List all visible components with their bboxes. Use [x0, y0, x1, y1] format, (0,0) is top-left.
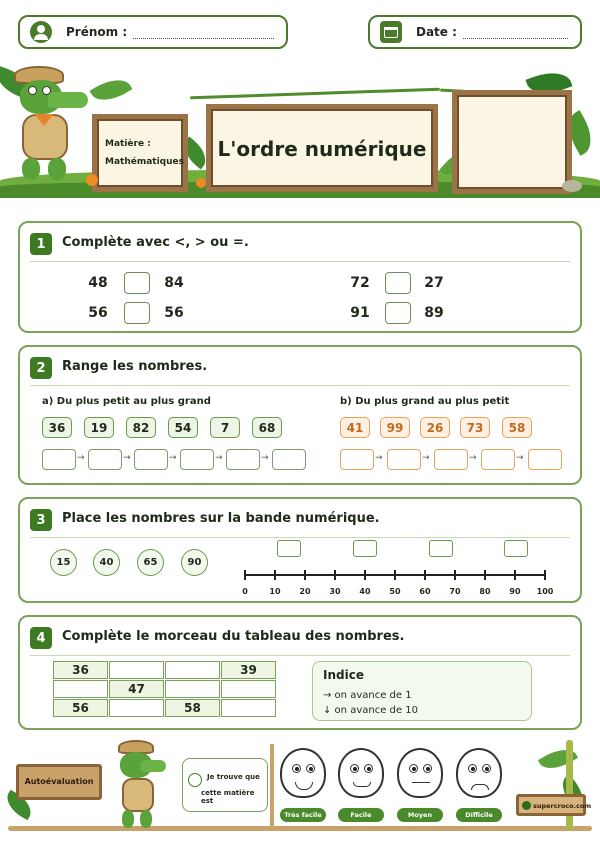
hint-title: Indice [323, 668, 364, 682]
level-label: Moyen [397, 808, 443, 822]
tick-label: 10 [269, 587, 281, 596]
flower-icon [196, 178, 206, 188]
number-chip: 58 [502, 417, 532, 438]
arrow-right-icon: → [215, 453, 223, 463]
answer-slot[interactable] [528, 449, 562, 470]
hint-line: ↓ on avance de 10 [323, 705, 418, 716]
number-chip: 36 [42, 417, 72, 438]
compare-right-number: 27 [424, 275, 444, 291]
grid-cell: 39 [221, 661, 276, 679]
grid-cell-empty[interactable] [53, 680, 108, 698]
grid-cell: 47 [109, 680, 164, 698]
tick-mark [334, 570, 336, 580]
very-easy-face-icon[interactable] [280, 748, 326, 798]
grid-cell: 36 [53, 661, 108, 679]
divider [30, 537, 570, 538]
grid-cell: 58 [165, 699, 220, 717]
number-chip: 19 [84, 417, 114, 438]
subject-label: Matière : [105, 139, 151, 149]
jungle-banner [0, 62, 600, 202]
user-icon [30, 21, 52, 43]
footer [0, 736, 600, 848]
exercise-title: Complète avec <, > ou =. [62, 235, 249, 250]
bamboo-bar [270, 744, 274, 826]
grid-cell-empty[interactable] [165, 661, 220, 679]
prenom-dotted-line [133, 33, 274, 39]
tick-mark [274, 570, 276, 580]
answer-slot[interactable] [340, 449, 374, 470]
placement-box[interactable] [277, 540, 301, 557]
title-sign [206, 104, 438, 192]
placement-box[interactable] [353, 540, 377, 557]
exercise-4 [18, 615, 582, 730]
exercise-number: 1 [30, 233, 52, 255]
hint-line: → on avance de 1 [323, 690, 412, 701]
number-chip: 7 [210, 417, 240, 438]
number-circle: 40 [93, 549, 120, 576]
crocodile-mascot [110, 740, 168, 832]
tick-mark [514, 570, 516, 580]
tick-label: 30 [329, 587, 341, 596]
number-chip: 73 [460, 417, 490, 438]
arrow-right-icon: → [169, 453, 177, 463]
medium-face-icon[interactable] [397, 748, 443, 798]
bamboo-bar [8, 826, 592, 831]
compare-answer-box[interactable] [124, 272, 150, 294]
statement-line: Je trouve que [207, 773, 260, 781]
date-dotted-line [463, 33, 568, 39]
arrow-right-icon: → [77, 453, 85, 463]
compare-answer-box[interactable] [124, 302, 150, 324]
subtask-a-label: a) Du plus petit au plus grand [42, 396, 211, 407]
answer-slot[interactable] [387, 449, 421, 470]
compare-left-number: 56 [88, 305, 108, 321]
arrow-right-icon: → [516, 453, 524, 463]
date-field[interactable] [368, 15, 582, 49]
placement-box[interactable] [429, 540, 453, 557]
tick-mark [454, 570, 456, 580]
compare-answer-box[interactable] [385, 272, 411, 294]
blank-sign [452, 90, 572, 194]
grid-cell-empty[interactable] [221, 680, 276, 698]
tick-mark [424, 570, 426, 580]
flower-icon [86, 174, 98, 186]
exercise-number: 2 [30, 357, 52, 379]
tick-label: 20 [299, 587, 311, 596]
crocodile-mascot [8, 66, 90, 186]
number-circle: 65 [137, 549, 164, 576]
hint-box [312, 661, 532, 721]
subject-sign [92, 114, 188, 192]
tick-mark [304, 570, 306, 580]
exercise-1 [18, 221, 582, 333]
answer-slot[interactable] [434, 449, 468, 470]
arrow-right-icon: → [375, 453, 383, 463]
calendar-icon [380, 21, 402, 43]
exercise-number: 4 [30, 627, 52, 649]
tick-mark [484, 570, 486, 580]
divider [30, 655, 570, 656]
bamboo-stalk [566, 740, 573, 830]
subtask-b-label: b) Du plus grand au plus petit [340, 396, 510, 407]
level-label: Facile [338, 808, 384, 822]
answer-slot[interactable] [42, 449, 76, 470]
leaf-icon [90, 72, 133, 108]
pencil-icon [188, 773, 202, 787]
grid-cell-empty[interactable] [165, 680, 220, 698]
tick-mark [364, 570, 366, 580]
grid-cell-empty[interactable] [221, 699, 276, 717]
compare-right-number: 89 [424, 305, 444, 321]
compare-left-number: 48 [88, 275, 108, 291]
number-chip: 26 [420, 417, 450, 438]
divider [30, 261, 570, 262]
tick-label: 60 [419, 587, 431, 596]
prenom-field[interactable] [18, 15, 288, 49]
divider [30, 385, 570, 386]
website-sign [516, 794, 592, 816]
arrow-right-icon: → [469, 453, 477, 463]
level-label: Difficile [456, 808, 502, 822]
tick-label: 90 [509, 587, 521, 596]
tick-label: 0 [242, 587, 248, 596]
number-circle: 15 [50, 549, 77, 576]
grid-cell-empty[interactable] [109, 699, 164, 717]
compare-left-number: 91 [350, 305, 370, 321]
exercise-3 [18, 497, 582, 603]
grid-cell: 56 [53, 699, 108, 717]
number-chip: 82 [126, 417, 156, 438]
answer-slot[interactable] [88, 449, 122, 470]
tick-mark [244, 570, 246, 580]
autoevaluation-sign [16, 764, 102, 800]
number-chip: 68 [252, 417, 282, 438]
exercise-title: Range les nombres. [62, 359, 208, 374]
vine [190, 88, 440, 100]
website-url: supercroco.com [533, 802, 592, 810]
number-chip: 99 [380, 417, 410, 438]
number-circle: 90 [181, 549, 208, 576]
tick-label: 70 [449, 587, 461, 596]
statement-line: cette matière est [201, 789, 255, 805]
tick-label: 40 [359, 587, 371, 596]
globe-icon [522, 801, 531, 810]
answer-slot[interactable] [226, 449, 260, 470]
tick-label: 50 [389, 587, 401, 596]
grid-cell-empty[interactable] [109, 661, 164, 679]
number-chip: 54 [168, 417, 198, 438]
arrow-right-icon: → [422, 453, 430, 463]
date-label: Date : [416, 25, 457, 39]
answer-slot[interactable] [481, 449, 515, 470]
arrow-right-icon: → [123, 453, 131, 463]
autoevaluation-label: Autoévaluation [24, 777, 94, 786]
subject-value: Mathématiques [105, 157, 184, 167]
page-title: L'ordre numérique [217, 137, 427, 161]
answer-slot[interactable] [272, 449, 306, 470]
compare-right-number: 84 [164, 275, 184, 291]
exercise-title: Complète le morceau du tableau des nombres. [62, 629, 405, 644]
compare-left-number: 72 [350, 275, 370, 291]
number-chip: 41 [340, 417, 370, 438]
tick-mark [394, 570, 396, 580]
placement-box[interactable] [504, 540, 528, 557]
arrow-right-icon: → [261, 453, 269, 463]
tick-label: 100 [536, 587, 554, 596]
rock [562, 180, 582, 192]
statement-box [182, 758, 268, 812]
exercise-2 [18, 345, 582, 485]
compare-right-number: 56 [164, 305, 184, 321]
tick-mark [544, 570, 546, 580]
level-label: Très facile [280, 808, 326, 822]
answer-slot[interactable] [134, 449, 168, 470]
prenom-label: Prénom : [66, 25, 128, 39]
compare-answer-box[interactable] [385, 302, 411, 324]
tick-label: 80 [479, 587, 491, 596]
easy-face-icon[interactable] [338, 748, 384, 798]
exercise-number: 3 [30, 509, 52, 531]
answer-slot[interactable] [180, 449, 214, 470]
difficult-face-icon[interactable] [456, 748, 502, 798]
exercise-title: Place les nombres sur la bande numérique. [62, 511, 380, 526]
